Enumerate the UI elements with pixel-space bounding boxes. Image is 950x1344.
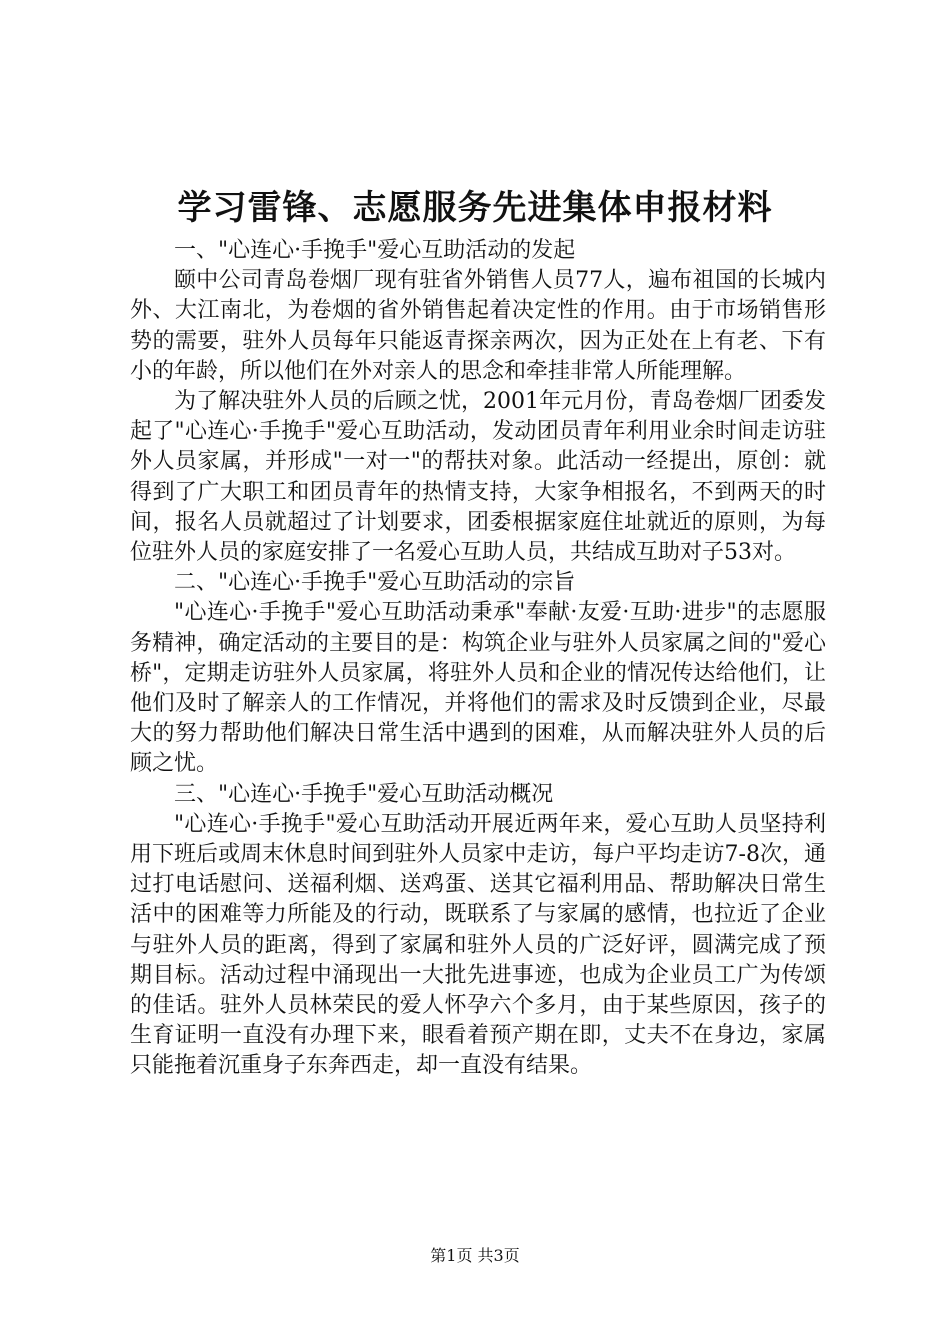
- paragraph: "心连心·手挽手"爱心互助活动秉承"奉献·友爱·互助·进步"的志愿服务精神，确定活动的主要目的是：构筑企业与驻外人员家属之间的"爱心桥"，定期走访驻外人员家属，将驻外人员和企业的情况传达给他们，让他们及时了解亲人的工作情况，并将他们的需求及时反馈到企业，尽最大的努力帮助他们解决日常生活中遇到的困难，从而解决驻外人员的后顾之忧。: [130, 600, 826, 777]
- document-body: [130, 236, 826, 1082]
- section-heading-1: 一、"心连心·手挽手"爱心互助活动的发起: [174, 238, 576, 263]
- paragraph: "心连心·手挽手"爱心互助活动开展近两年来，爱心互助人员坚持利用下班后或周末休息时间到驻外人员家中走访，每户平均走访7-8次，通过打电话慰问、送福利烟、送鸡蛋、送其它福利用品、帮助解决日常生活中的困难等力所能及的行动，既联系了与家属的感情，也拉近了企业与驻外人员的距离，得到了家属和驻外人员的广泛好评，圆满完成了预期目标。活动过程中涌现出一大批先进事迹，也成为企业员工广为传颂的佳话。驻外人员林荣民的爱人怀孕六个多月，由于某些原因，孩子的生育证明一直没有办理下来，眼看着预产期在即，丈夫不在身边，家属只能拖着沉重身子东奔西走，却一直没有结果。: [130, 811, 826, 1079]
- page-title: 学习雷锋、志愿服务先进集体申报材料: [177, 188, 773, 228]
- paragraph: 颐中公司青岛卷烟厂现有驻省外销售人员77人，遍布祖国的长城内外、大江南北，为卷烟的省外销售起着决定性的作用。由于市场销售形势的需要，驻外人员每年只能返青探亲两次，因为正处在上有老、下有小的年龄，所以他们在外对亲人的思念和牵挂非常人所能理解。: [130, 268, 826, 384]
- paragraph: 为了解决驻外人员的后顾之忧，2001年元月份，青岛卷烟厂团委发起了"心连心·手挽手"爱心互助活动，发动团员青年利用业余时间走访驻外人员家属，并形成"一对一"的帮扶对象。此活动一经提出，原创：就得到了广大职工和团员青年的热情支持，大家争相报名，不到两天的时间，报名人员就超过了计划要求，团委根据家庭住址就近的原则，为每位驻外人员的家庭安排了一名爱心互助人员，共结成互助对子53对。: [130, 389, 826, 566]
- page-number-footer: 第1页 共3页: [430, 1246, 520, 1265]
- section-heading-3: 三、"心连心·手挽手"爱心互助活动概况: [174, 781, 554, 807]
- section-heading-2: 二、"心连心·手挽手"爱心互助活动的宗旨: [174, 570, 576, 596]
